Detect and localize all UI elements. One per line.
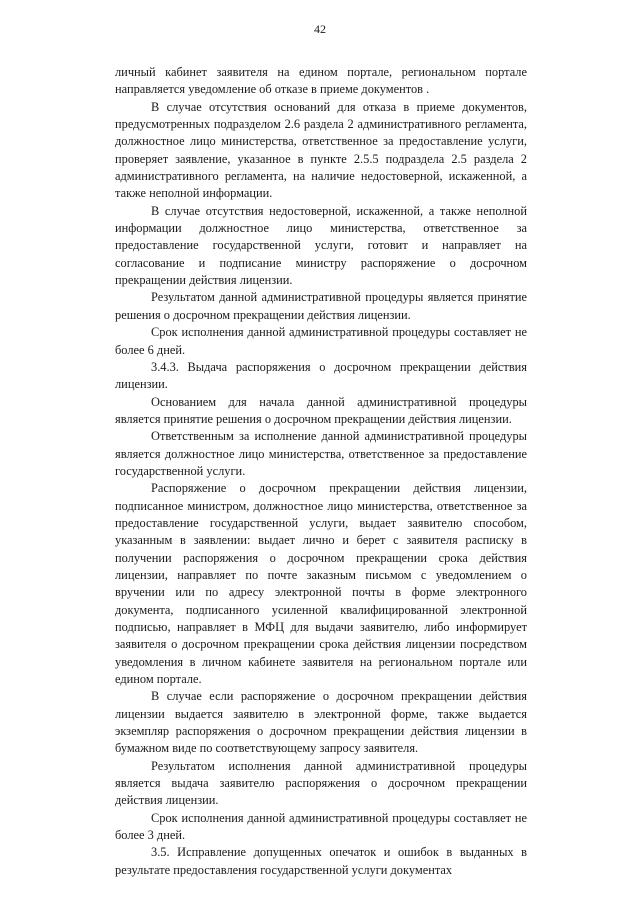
paragraph: Основанием для начала данной административной процедуры является принятие решения о досрочном прекращении действия лицензии. xyxy=(115,394,527,426)
paragraph: Ответственным за исполнение данной административной процедуры является должностное лицо министерства, ответственное за предоставление государственной услуги. xyxy=(115,429,527,478)
document-body xyxy=(115,64,527,879)
paragraph: Результатом данной административной процедуры является принятие решения о досрочном прекращении действия лицензии. xyxy=(115,290,527,322)
paragraph: В случае если распоряжение о досрочном прекращении действия лицензии выдается заявителю в электронной форме, также выдается экземпляр распоряжения о досрочном прекращении действия лицензии в бумажном виде по соответствующему запросу заявителя. xyxy=(115,689,527,756)
paragraph: Срок исполнения данной административной процедуры составляет не более 6 дней. xyxy=(115,325,527,357)
section-heading-3-4-3: 3.4.3. Выдача распоряжения о досрочном прекращении действия лицензии. xyxy=(115,359,527,392)
paragraph: В случае отсутствия недостоверной, искаженной, а также неполной информации должностное лицо министерства, ответственное за предоставление государственной услуги, готовит и направляет на согласование и подписание министру распоряжение о досрочном прекращении действия лицензии. xyxy=(115,203,527,288)
paragraph: В случае отсутствия оснований для отказа в приеме документов, предусмотренных подразделом 2.6 раздела 2 административного регламента, должностное лицо министерства, ответственное за предоставление услуги, проверяет заявление, указанное в пункте 2.5.5 подраздела 2.5 раздела 2 административного регламента, на наличие недостоверной, искаженной, а также неполной информации. xyxy=(115,99,527,201)
section-heading-3-5: 3.5. Исправление допущенных опечаток и ошибок в выданных в результате предоставления государственной услуги документах xyxy=(115,845,527,877)
page-number: 42 xyxy=(314,22,326,36)
paragraph: личный кабинет заявителя на едином портале, региональном портале направляется уведомление об отказе в приеме документов . xyxy=(115,65,527,97)
paragraph: Срок исполнения данной административной процедуры составляет не более 3 дней. xyxy=(115,810,527,843)
paragraph: Результатом исполнения данной административной процедуры является выдача заявителю распоряжения о досрочном прекращении действия лицензии. xyxy=(115,758,527,808)
paragraph: Распоряжение о досрочном прекращении действия лицензии, подписанное министром, должностное лицо министерства, ответственное за предоставление государственной услуги, выдает заявителю способом, указанным в заявлении: выдает лично и берет с заявителя расписку в получении распоряжения о досрочном прекращении срока действия лицензии, направляет по почте заказным письмом с уведомлением о вручении или по адресу электронной почты в форме электронного документа, подписанного усиленной квалифицированной электронной подписью, направляет в МФЦ для выдачи заявителю, либо информирует заявителя о досрочном прекращении срока действия лицензии посредством уведомления в личном кабинете заявителя на региональном портале или едином портале. xyxy=(115,481,527,687)
